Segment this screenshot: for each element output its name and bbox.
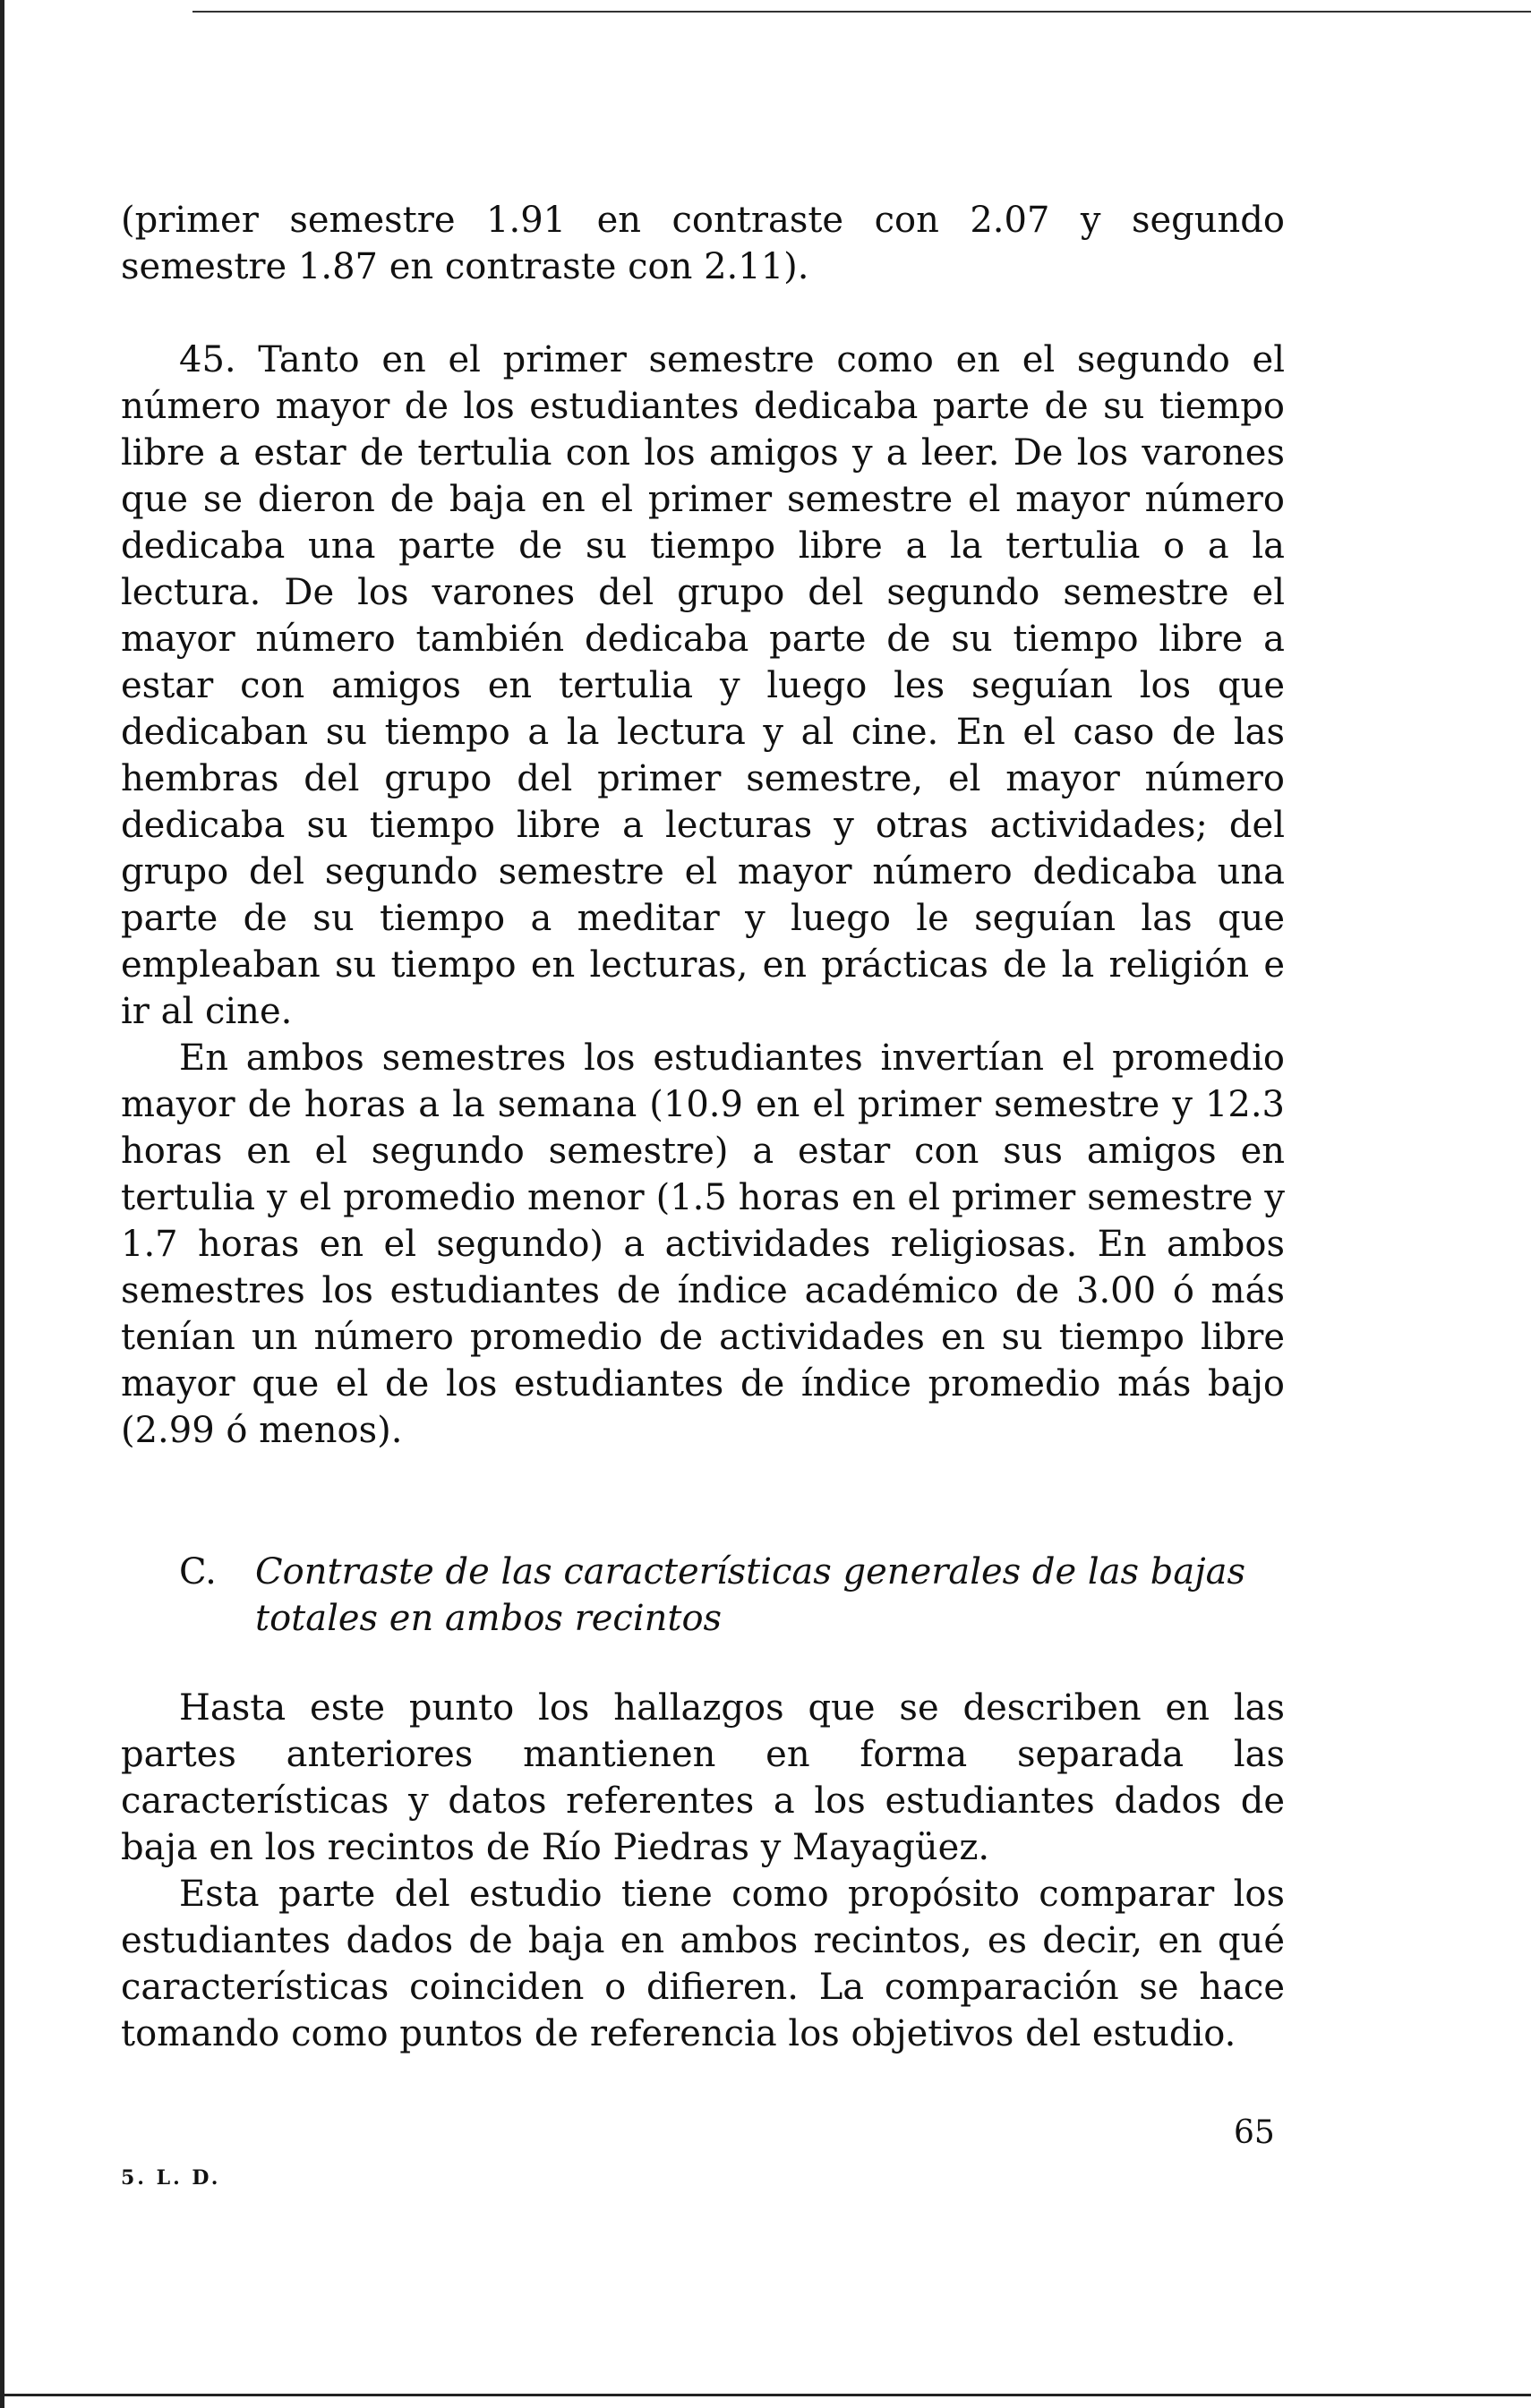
top-rule [192,11,1531,13]
opening-paragraph: (primer semestre 1.91 en contraste con 2.07 y segundo semestre 1.87 en contraste con 2.11). [121,200,1285,287]
signature-mark: 5. L. D. [121,2166,221,2190]
paragraph-45-continued: En ambos semestres los estudiantes invertían el promedio mayor de horas a la semana (10.9 en el primer semestre y 12.3 horas en el segundo semestre) a estar con sus amigos en tertulia y el promedio menor (1.5 horas en el primer semestre y 1.7 horas en el segundo) a actividades religiosas. En ambos semestres los estudiantes de índice académico de 3.00 ó más tenían un número promedio de actividades en su tiempo libre mayor que el de los estudiantes de índice promedio más bajo (2.99 ó menos). [121,1037,1285,1451]
page-number: 65 [1234,2114,1275,2151]
page-left-edge [0,0,4,2408]
section-c-body [121,1685,1285,2057]
section-c-heading [179,1549,1289,1642]
bottom-rule [0,2394,1531,2396]
section-letter: C. [179,1551,217,1593]
section-title: Contraste de las características generales de las bajas totales en ambos recintos [255,1551,1246,1639]
section-c-paragraph-2: Esta parte del estudio tiene como propósito comparar los estudiantes dados de baja en ambos recintos, es decir, en qué características coinciden o difieren. La comparación se hace tomando como puntos de referencia los objetivos del estudio. [121,1874,1285,2054]
body-text [121,197,1285,1454]
section-c-paragraph-1: Hasta este punto los hallazgos que se describen en las partes anteriores mantienen en forma separada las características y datos referentes a los estudiantes dados de baja en los recintos de Río Piedras y Mayagüez. [121,1687,1285,1868]
paragraph-45: 45. Tanto en el primer semestre como en el segundo el número mayor de los estudiantes dedicaba parte de su tiempo libre a estar de tertulia con los amigos y a leer. De los varones que se dieron de baja en el primer semestre el mayor número dedicaba una parte de su tiempo libre a la tertulia o a la lectura. De los varones del grupo del segundo semestre el mayor número también dedicaba parte de su tiempo libre a estar con amigos en tertulia y luego les seguían los que dedicaban su tiempo a la lectura y al cine. En el caso de las hembras del grupo del primer semestre, el mayor número dedicaba su tiempo libre a lecturas y otras actividades; del grupo del segundo semestre el mayor número dedicaba una parte de su tiempo a meditar y luego le seguían las que empleaban su tiempo en lecturas, en prácticas de la religión e ir al cine. [121,339,1285,1032]
